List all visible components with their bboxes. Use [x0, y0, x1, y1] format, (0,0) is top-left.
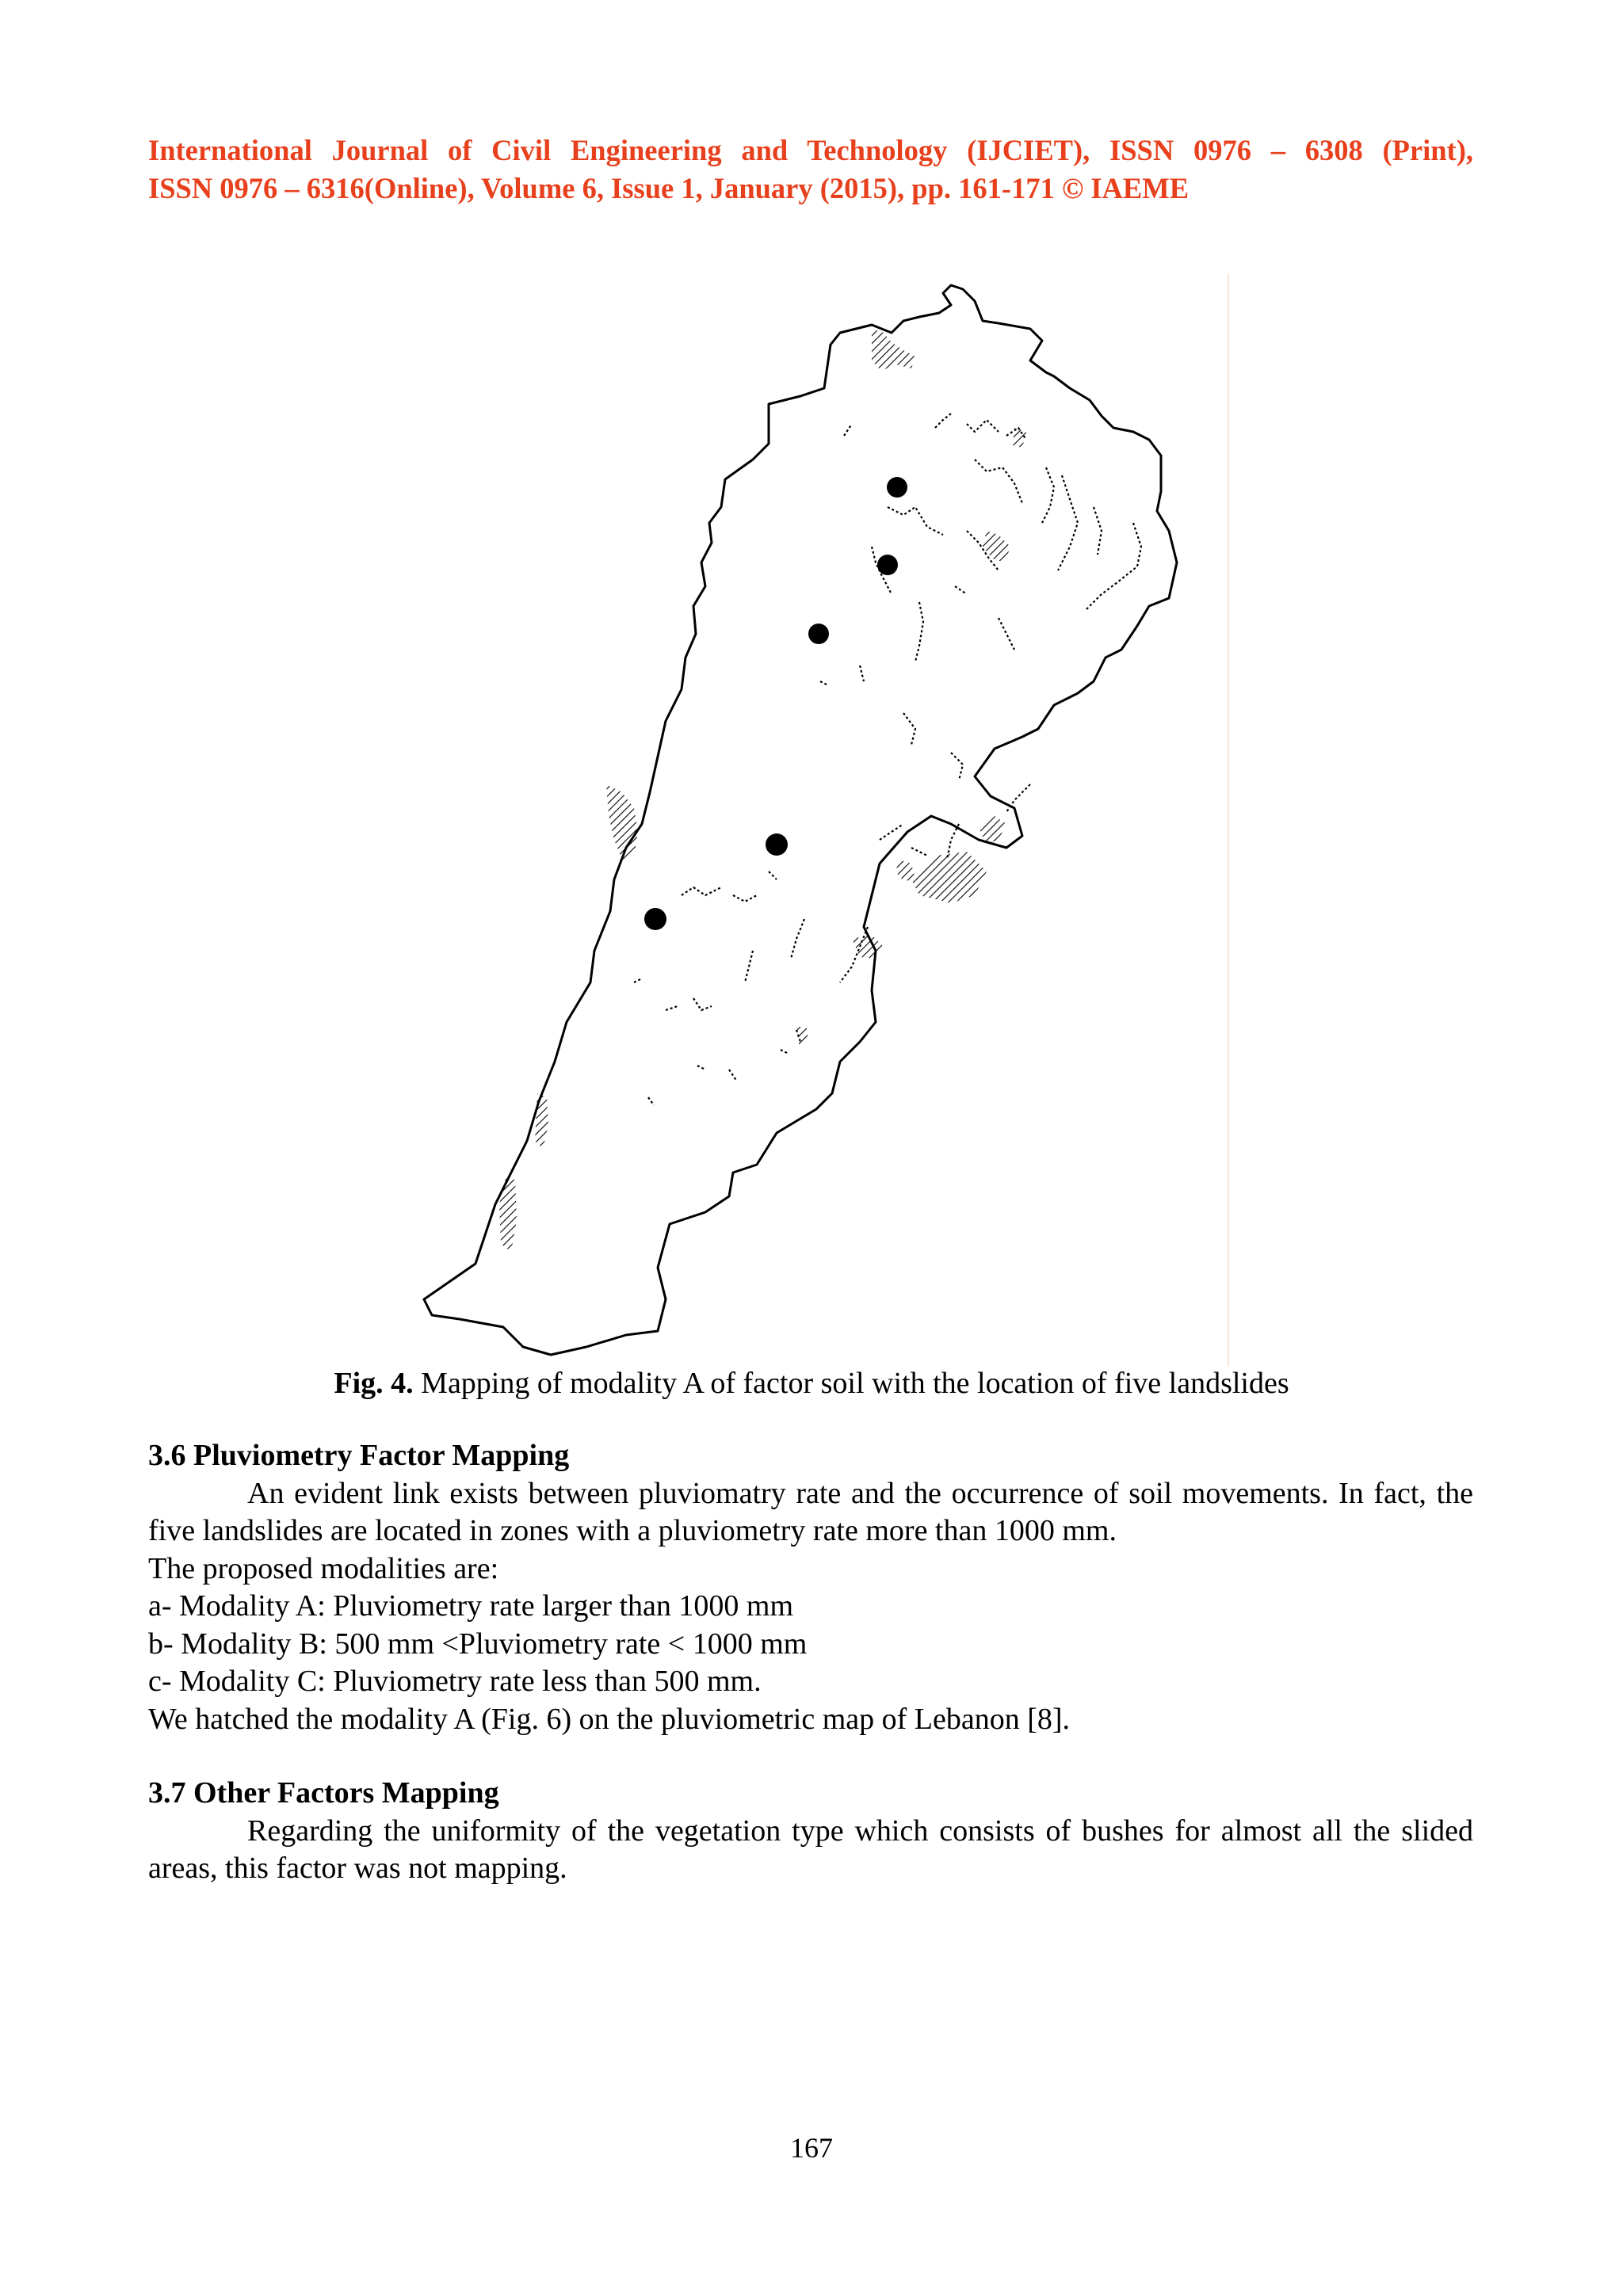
- landslide-marker-3: [808, 624, 829, 644]
- modality-b-item: b- Modality B: 500 mm <Pluviometry rate < 1000 mm: [148, 1627, 808, 1661]
- hatch-coast-far-south: [499, 1173, 517, 1252]
- journal-header-line-1: International Journal of Civil Engineering and Technology (IJCIET), ISSN 0976 – 6308 (Print),: [148, 134, 1473, 166]
- lebanon-map: [396, 269, 1236, 1371]
- section-3-7-title: 3.7 Other Factors Mapping: [148, 1776, 499, 1810]
- figure-caption-text: Mapping of modality A of factor soil with the location of five landslides: [413, 1367, 1289, 1400]
- section-3-7-paragraph: Regarding the uniformity of the vegetation type which consists of bushes for almost all the slided areas, this factor was not mapping.: [148, 1814, 1473, 1885]
- modality-a-item: a- Modality A: Pluviometry rate larger than 1000 mm: [148, 1589, 794, 1623]
- lebanon-map-figure: [396, 269, 1236, 1371]
- hatch-cluster-south-east: [796, 1026, 808, 1044]
- page-number: 167: [790, 2132, 833, 2164]
- soil-modality-a-zones: [634, 414, 1141, 1105]
- hatch-cluster-central: [911, 852, 987, 903]
- landslide-marker-5: [644, 908, 666, 930]
- hatch-coast-south: [535, 1093, 548, 1149]
- hatch-cluster-mid-west: [896, 860, 915, 881]
- journal-header: [148, 132, 1473, 208]
- section-3-6-title: 3.6 Pluviometry Factor Mapping: [148, 1439, 570, 1472]
- landslide-marker-2: [877, 555, 898, 575]
- hatch-north-tip: [872, 329, 915, 371]
- section-3-7: [148, 1775, 1473, 1888]
- modality-c-item: c- Modality C: Pluviometry rate less than 500 mm.: [148, 1665, 762, 1698]
- section-3-6-closing: We hatched the modality A (Fig. 6) on the pluviometric map of Lebanon [8].: [148, 1702, 1071, 1736]
- landslide-markers: [644, 477, 907, 930]
- landslide-marker-4: [766, 833, 788, 856]
- hatch-cluster-north-east: [1013, 428, 1026, 448]
- hatch-cluster-north-central: [983, 531, 1010, 563]
- country-outline: [424, 285, 1177, 1355]
- landslide-marker-1: [887, 477, 907, 498]
- hatch-coast-mid: [606, 784, 638, 860]
- section-3-6: [148, 1437, 1473, 1738]
- hatch-cluster-central-east: [979, 816, 1006, 844]
- section-3-6-intro: The proposed modalities are:: [148, 1551, 499, 1585]
- figure-label: Fig. 4.: [334, 1367, 414, 1400]
- figure-caption: [0, 1364, 1623, 1402]
- journal-header-line-2: ISSN 0976 – 6316(Online), Volume 6, Issue 1, January (2015), pp. 161-171 © IAEME: [148, 172, 1190, 204]
- section-3-6-paragraph: An evident link exists between pluviomatry rate and the occurrence of soil movements. In fact, the five landslides are located in zones with a pluviometry rate more than 1000 mm.: [148, 1476, 1473, 1547]
